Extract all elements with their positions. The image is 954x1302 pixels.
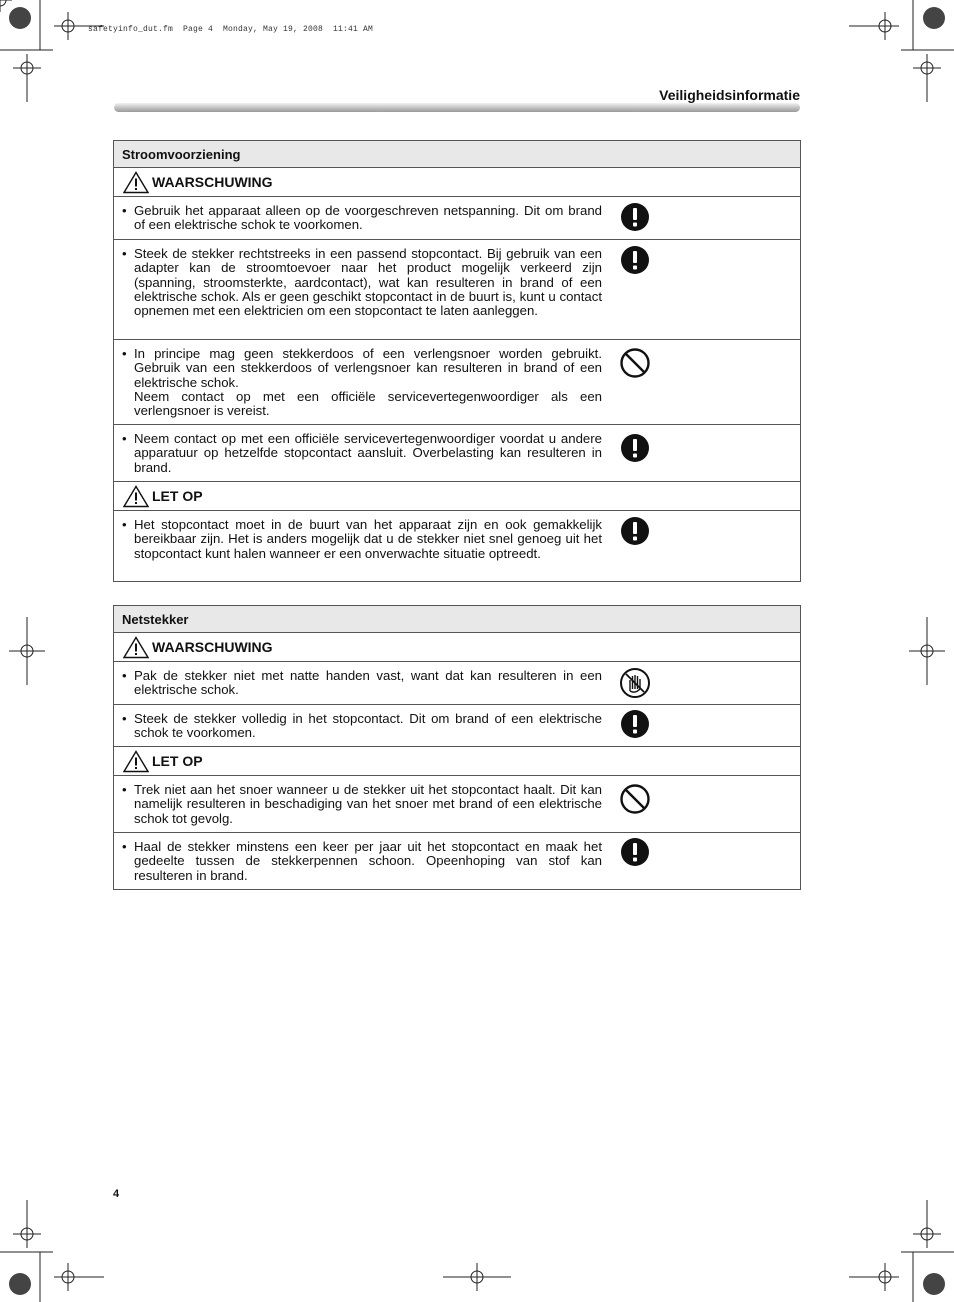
- warning-label: WAARSCHUWING: [152, 174, 273, 190]
- list-item: [114, 776, 800, 833]
- item-text: • Het stopcontact moet in de buurt van het apparaat zijn en ook gemakkelijk bereikbaar zijn. Het is anders mogelijk dat u de stekker niet snel genoeg uit het stopcontact kunt halen wanneer er een onverwachte situatie optreedt.: [122, 518, 602, 561]
- list-item: [114, 240, 800, 340]
- warning-triangle-icon: [123, 636, 149, 659]
- mandatory-icon: [619, 201, 651, 233]
- item-text-part: In principe mag geen stekkerdoos of een verlengsnoer worden gebruikt. Gebruik van een stekkerdoos of verlengsnoer kan resulteren in brand of een elektrische schok.: [134, 346, 602, 390]
- page-title: Veiligheidsinformatie: [659, 87, 800, 103]
- list-item: [114, 511, 800, 581]
- item-text: • Trek niet aan het snoer wanneer u de stekker uit het stopcontact haalt. Dit kan namelijk resulteren in beschadiging van het snoer met brand of een elektrische schok tot gevolg.: [122, 783, 602, 826]
- warning-header: [114, 168, 800, 197]
- caution-header: [114, 482, 800, 511]
- list-item: [114, 662, 800, 705]
- page-number: 4: [113, 1188, 120, 1200]
- warning-triangle-icon: [123, 485, 149, 508]
- warning-header: [114, 633, 800, 662]
- list-item: [114, 705, 800, 747]
- item-text: • Neem contact op met een officiële servicevertegenwoordiger voordat u andere apparatuur op hetzelfde stopcontact aansluit. Overbelasting kan resulteren in brand.: [122, 432, 602, 475]
- section-netstekker: [113, 605, 801, 890]
- list-item: [114, 425, 800, 482]
- prohibited-icon: [619, 783, 651, 815]
- caution-label: LET OP: [152, 753, 203, 769]
- caution-label: LET OP: [152, 488, 203, 504]
- item-text: • Haal de stekker minstens een keer per jaar uit het stopcontact en maak het gedeelte tussen de stekkerpennen schoon. Opeenhoping van stof kan resulteren in brand.: [122, 840, 602, 883]
- item-text: • Steek de stekker volledig in het stopcontact. Dit om brand of een elektrische schok te voorkomen.: [122, 712, 602, 741]
- warning-triangle-icon: [123, 750, 149, 773]
- mandatory-icon: [619, 836, 651, 868]
- caution-header: [114, 747, 800, 776]
- mandatory-icon: [619, 432, 651, 464]
- item-text: • Pak de stekker niet met natte handen vast, want dat kan resulteren in een elektrische schok.: [122, 669, 602, 698]
- list-item: [114, 833, 800, 889]
- section-title: Netstekker: [114, 606, 800, 633]
- section-stroomvoorziening: [113, 140, 801, 582]
- prohibited-icon: [619, 347, 651, 379]
- warning-label: WAARSCHUWING: [152, 639, 273, 655]
- item-text: [122, 347, 602, 418]
- warning-triangle-icon: [123, 171, 149, 194]
- mandatory-icon: [619, 515, 651, 547]
- mandatory-icon: [619, 244, 651, 276]
- file-header: safetyinfo_dut.fm Page 4 Monday, May 19, 2008 11:41 AM: [88, 25, 374, 34]
- list-item: [114, 197, 800, 240]
- item-text: • Gebruik het apparaat alleen op de voorgeschreven netspanning. Dit om brand of een elektrische schok te voorkomen.: [122, 204, 602, 233]
- item-text-part: Neem contact op met een officiële servicevertegenwoordiger als een verlengsnoer is vereist.: [134, 388, 602, 419]
- section-title: Stroomvoorziening: [114, 141, 800, 168]
- title-rule: [114, 103, 800, 112]
- no-wet-hands-icon: [619, 667, 651, 699]
- item-text: • Steek de stekker rechtstreeks in een passend stopcontact. Bij gebruik van een adapter kan de stroomtoevoer naar het product mogelijk verkeerd zijn (spanning, stroomsterkte, aardcontact), wat kan resulteren in brand of een elektrische schok. Als er geen geschikt stopcontact in de buurt is, kunt u contact opnemen met een elektricien om een stopcontact te laten aanleggen.: [122, 247, 602, 318]
- list-item: [114, 340, 800, 425]
- mandatory-icon: [619, 708, 651, 740]
